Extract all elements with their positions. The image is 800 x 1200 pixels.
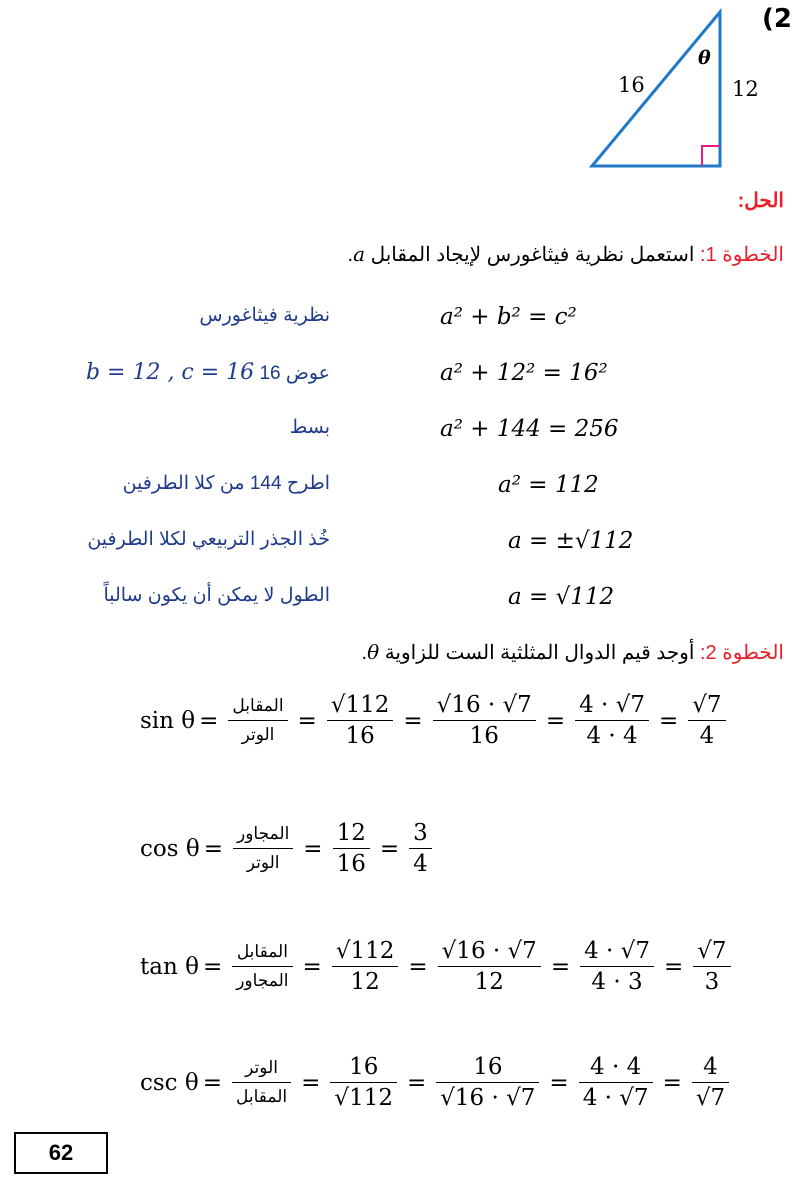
- step2-text: أوجد قيم الدوال المثلثية الست للزاوية: [384, 642, 695, 664]
- work-note: اطرح 144 من كلا الطرفين: [122, 473, 330, 494]
- equation: a² = 112: [498, 472, 599, 498]
- equation: a² + 12² = 16²: [440, 360, 608, 386]
- work-row-6: [0, 584, 800, 620]
- work-note: خُذ الجذر التربيعي لكلا الطرفين: [87, 529, 330, 550]
- step1-line: الخطوة 1: استعمل نظرية فيثاغورس لإيجاد المقابل a.: [347, 242, 784, 266]
- work-note: نظرية فيثاغورس: [199, 305, 330, 326]
- step2-var: θ: [367, 640, 380, 664]
- hypotenuse-label: 16: [618, 73, 645, 97]
- work-row-3: [0, 416, 800, 452]
- func-label: csc θ: [140, 1069, 199, 1096]
- angle-theta-label: θ: [698, 47, 711, 69]
- equation: a = ±√112: [508, 528, 634, 554]
- triangle-outline: [592, 12, 720, 166]
- work-note: الطول لا يمكن أن يكون سالباً: [103, 585, 330, 606]
- side-label: 12: [732, 77, 759, 101]
- work-note: بسط: [289, 417, 330, 438]
- func-label: tan θ: [140, 953, 199, 980]
- equation: a² + b² = c²: [440, 304, 577, 330]
- right-angle-marker: [702, 146, 720, 166]
- page-number: 62: [14, 1132, 108, 1174]
- step1-prefix: الخطوة 1:: [699, 244, 784, 266]
- equation: a = √112: [508, 584, 615, 610]
- solution-heading: الحل:: [737, 190, 784, 212]
- work-row-1: [0, 304, 800, 340]
- work-row-5: [0, 528, 800, 564]
- step2-prefix: الخطوة 2:: [699, 642, 784, 664]
- work-row-4: [0, 472, 800, 508]
- right-triangle-diagram: [580, 0, 780, 175]
- func-label: sin θ: [140, 707, 196, 734]
- step2-line: الخطوة 2: أوجد قيم الدوال المثلثية الست للزاوية θ.: [361, 640, 784, 664]
- work-note: عوض 16 b = 12 , c = 16: [85, 360, 330, 385]
- step1-var: a: [353, 242, 365, 266]
- work-row-2: [0, 360, 800, 396]
- step1-text: استعمل نظرية فيثاغورس لإيجاد المقابل: [370, 244, 695, 266]
- func-label: cos θ: [140, 835, 200, 862]
- equation: a² + 144 = 256: [440, 416, 619, 442]
- problem-number: (2: [762, 4, 792, 34]
